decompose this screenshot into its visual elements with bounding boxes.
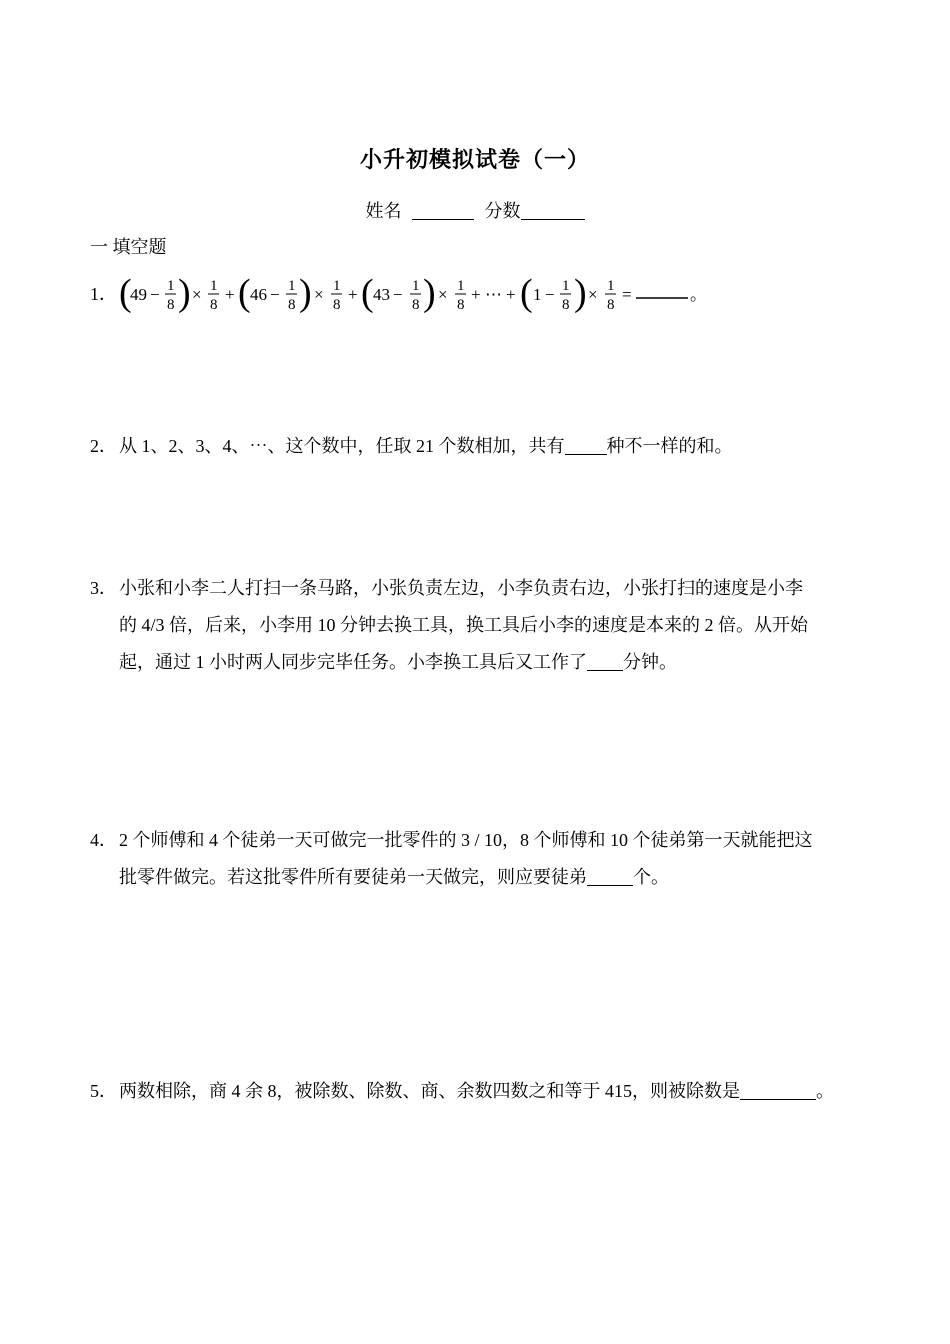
paren-left: ( xyxy=(361,272,374,314)
q2-number: 2． xyxy=(90,436,117,456)
q5-text-end: 。 xyxy=(816,1081,834,1101)
score-blank[interactable] xyxy=(521,201,585,220)
q1-term-2: 46 xyxy=(250,285,267,304)
q4-line-2 xyxy=(119,859,813,895)
q1-term-4: 1 xyxy=(533,285,542,304)
frac-den: 8 xyxy=(167,297,175,313)
frac-num: 1 xyxy=(562,278,570,294)
frac-den: 8 xyxy=(562,297,570,313)
minus-sign: − xyxy=(545,285,555,304)
frac-num: 1 xyxy=(412,278,420,294)
q3-answer-blank[interactable] xyxy=(587,652,623,671)
score-label: 分数 xyxy=(484,201,521,221)
frac-den: 8 xyxy=(607,297,615,313)
frac-num: 1 xyxy=(288,278,296,294)
q1-expression xyxy=(90,270,710,318)
question-2 xyxy=(90,428,733,464)
plus-sign: + xyxy=(506,285,516,304)
ellipsis: ⋯ xyxy=(485,285,502,304)
q3-line-3 xyxy=(119,644,808,680)
plus-sign: + xyxy=(225,285,235,304)
q1-term-3: 43 xyxy=(373,285,390,304)
q2-text-end: 种不一样的和。 xyxy=(606,436,733,456)
q2-text: 从 1、2、3、4、⋯、这个数中，任取 21 个数相加，共有 xyxy=(119,436,565,456)
frac-num: 1 xyxy=(607,278,615,294)
q5-text: 两数相除，商 4 余 8，被除数、除数、商、余数四数之和等于 415，则被除数是 xyxy=(119,1081,740,1101)
times-sign: × xyxy=(192,285,202,304)
frac-den: 8 xyxy=(457,297,465,313)
q4-number: 4． xyxy=(90,830,117,850)
q3-line-1: 小张和小李二人打扫一条马路，小张负责左边，小李负责右边，小张打扫的速度是小李 xyxy=(119,578,803,598)
frac-den: 8 xyxy=(333,297,341,313)
frac-num: 1 xyxy=(457,278,465,294)
question-5 xyxy=(90,1073,834,1109)
times-sign: × xyxy=(588,285,598,304)
q3-line-3-end: 分钟。 xyxy=(623,652,677,672)
name-blank[interactable] xyxy=(412,201,474,220)
frac-den: 8 xyxy=(412,297,420,313)
frac-num: 1 xyxy=(167,278,175,294)
q4-line-1: 2 个师傅和 4 个徒弟一天可做完一批零件的 3 / 10，8 个师傅和 10 个徒弟第一天就能把这 xyxy=(119,830,813,850)
question-4 xyxy=(90,822,813,895)
plus-sign: + xyxy=(348,285,358,304)
paren-left: ( xyxy=(238,272,251,314)
q4-line-2-text: 批零件做完。若这批零件所有要徒弟一天做完，则应要徒弟 xyxy=(119,867,587,887)
page-title: 小升初模拟试卷（一） xyxy=(359,147,590,172)
plus-sign: + xyxy=(471,285,481,304)
times-sign: × xyxy=(314,285,324,304)
frac-num: 1 xyxy=(210,278,218,294)
q5-answer-blank[interactable] xyxy=(740,1081,816,1100)
minus-sign: − xyxy=(270,285,280,304)
q3-number: 3． xyxy=(90,578,117,598)
equals-sign: = xyxy=(622,285,632,304)
name-label: 姓名 xyxy=(365,201,402,221)
question-1 xyxy=(90,270,710,318)
q3-line-2: 的 4/3 倍，后来，小李用 10 分钟去换工具，换工具后小李的速度是本来的 2 倍。从开始 xyxy=(119,615,808,635)
q1-number: 1． xyxy=(90,284,117,304)
q4-line-2-end: 个。 xyxy=(633,867,669,887)
frac-den: 8 xyxy=(288,297,296,313)
q5-number: 5． xyxy=(90,1081,117,1101)
q3-line-3-text: 起，通过 1 小时两人同步完毕任务。小李换工具后又工作了 xyxy=(119,652,587,672)
paren-right: ) xyxy=(423,272,436,314)
frac-den: 8 xyxy=(210,297,218,313)
section-heading: 一 填空题 xyxy=(90,237,167,257)
times-sign: × xyxy=(438,285,448,304)
paren-right: ) xyxy=(574,272,587,314)
q1-end: 。 xyxy=(690,285,707,304)
q4-answer-blank[interactable] xyxy=(587,867,633,886)
frac-num: 1 xyxy=(333,278,341,294)
paren-left: ( xyxy=(520,272,533,314)
q2-answer-blank[interactable] xyxy=(565,436,607,455)
paren-left: ( xyxy=(119,272,132,314)
minus-sign: − xyxy=(150,285,160,304)
minus-sign: − xyxy=(393,285,403,304)
q1-term-1: 49 xyxy=(130,285,147,304)
question-3 xyxy=(90,570,808,680)
paren-right: ) xyxy=(178,272,191,314)
paren-right: ) xyxy=(299,272,312,314)
student-info xyxy=(0,197,950,223)
